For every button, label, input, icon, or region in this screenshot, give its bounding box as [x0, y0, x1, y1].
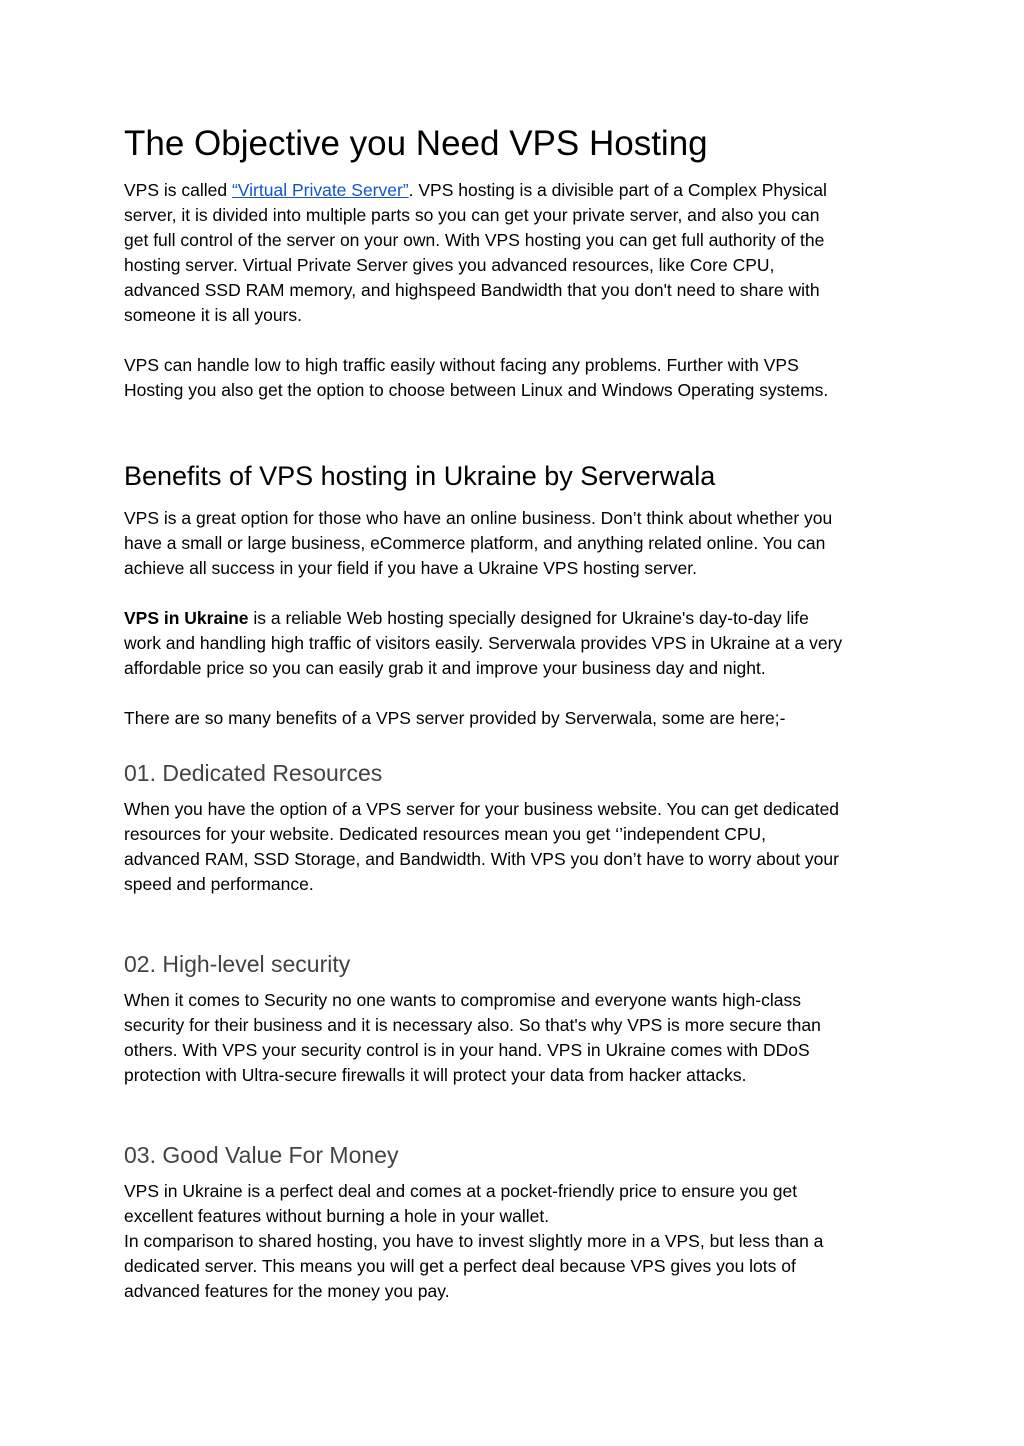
section-line: When you have the option of a VPS server for your business website. You can get dedicated: [124, 799, 840, 819]
benefits-paragraph-3: [124, 706, 914, 731]
section-line: speed and performance.: [124, 874, 314, 894]
section-paragraph-good-value-for-money: [124, 1179, 914, 1304]
benefits-p1-line: achieve all success in your field if you have a Ukraine VPS hosting server.: [124, 558, 697, 578]
section-line: excellent features without burning a hole in your wallet.: [124, 1206, 550, 1226]
intro-line: advanced SSD RAM memory, and highspeed Bandwidth that you don't need to share with: [124, 280, 820, 300]
benefits-p2-line: work and handling high traffic of visitors easily. Serverwala provides VPS in Ukraine at a very: [124, 633, 843, 653]
section-line: In comparison to shared hosting, you have to invest slightly more in a VPS, but less than a: [124, 1231, 824, 1251]
intro-line-1: [124, 178, 914, 203]
benefits-p1-line: have a small or large business, eCommerce platform, and anything related online. You can: [124, 533, 826, 553]
section-heading-high-level-security: 02. High-level security: [124, 951, 351, 977]
section-paragraph-high-level-security: [124, 988, 914, 1088]
benefits-heading: Benefits of VPS hosting in Ukraine by Serverwala: [124, 461, 716, 491]
section-line: dedicated server. This means you will get a perfect deal because VPS gives you lots of: [124, 1256, 796, 1276]
virtual-private-server-link[interactable]: “Virtual Private Server”: [231, 180, 409, 200]
intro-paragraph-1: [124, 178, 914, 328]
section-line: security for their business and it is necessary also. So that's why VPS is more secure than: [124, 1015, 821, 1035]
intro-line: server, it is divided into multiple parts so you can get your private server, and also you can: [124, 205, 820, 225]
section-heading-good-value-for-money: 03. Good Value For Money: [124, 1142, 399, 1168]
intro-paragraph-2: [124, 353, 914, 403]
intro-line: get full control of the server on your own. With VPS hosting you can get full authority of the: [124, 230, 825, 250]
intro-p2-line: Hosting you also get the option to choose between Linux and Windows Operating systems.: [124, 380, 829, 400]
intro-line-1-rest: . VPS hosting is a divisible part of a Complex Physical: [408, 180, 827, 200]
section-line: resources for your website. Dedicated resources mean you get ‘’independent CPU,: [124, 824, 767, 844]
section-line: VPS in Ukraine is a perfect deal and comes at a pocket-friendly price to ensure you get: [124, 1181, 798, 1201]
intro-line: hosting server. Virtual Private Server gives you advanced resources, like Core CPU,: [124, 255, 775, 275]
intro-p2-line: VPS can handle low to high traffic easily without facing any problems. Further with VPS: [124, 355, 799, 375]
section-paragraph-dedicated-resources: [124, 797, 914, 897]
intro-line: someone it is all yours.: [124, 305, 302, 325]
section-line: protection with Ultra-secure firewalls it will protect your data from hacker attacks.: [124, 1065, 747, 1085]
benefits-p3-line: There are so many benefits of a VPS server provided by Serverwala, some are here;-: [124, 708, 786, 728]
page-title: The Objective you Need VPS Hosting: [124, 124, 708, 163]
section-line: others. With VPS your security control is in your hand. VPS in Ukraine comes with DDoS: [124, 1040, 810, 1060]
intro-prefix: VPS is called: [124, 180, 232, 200]
section-line: advanced features for the money you pay.: [124, 1281, 450, 1301]
benefits-p1-line: VPS is a great option for those who have an online business. Don’t think about whether you: [124, 508, 833, 528]
benefits-p2-line: affordable price so you can easily grab it and improve your business day and night.: [124, 658, 766, 678]
benefits-p2-line-1: [124, 606, 914, 631]
section-line: When it comes to Security no one wants to compromise and everyone wants high-class: [124, 990, 801, 1010]
vps-in-ukraine-bold: VPS in Ukraine: [124, 608, 249, 628]
benefits-p2-line-1-rest: is a reliable Web hosting specially designed for Ukraine's day-to-day life: [248, 608, 809, 628]
benefits-paragraph-2: [124, 606, 914, 681]
section-heading-dedicated-resources: 01. Dedicated Resources: [124, 760, 383, 786]
section-line: advanced RAM, SSD Storage, and Bandwidth. With VPS you don’t have to worry about your: [124, 849, 839, 869]
benefits-paragraph-1: [124, 506, 914, 581]
